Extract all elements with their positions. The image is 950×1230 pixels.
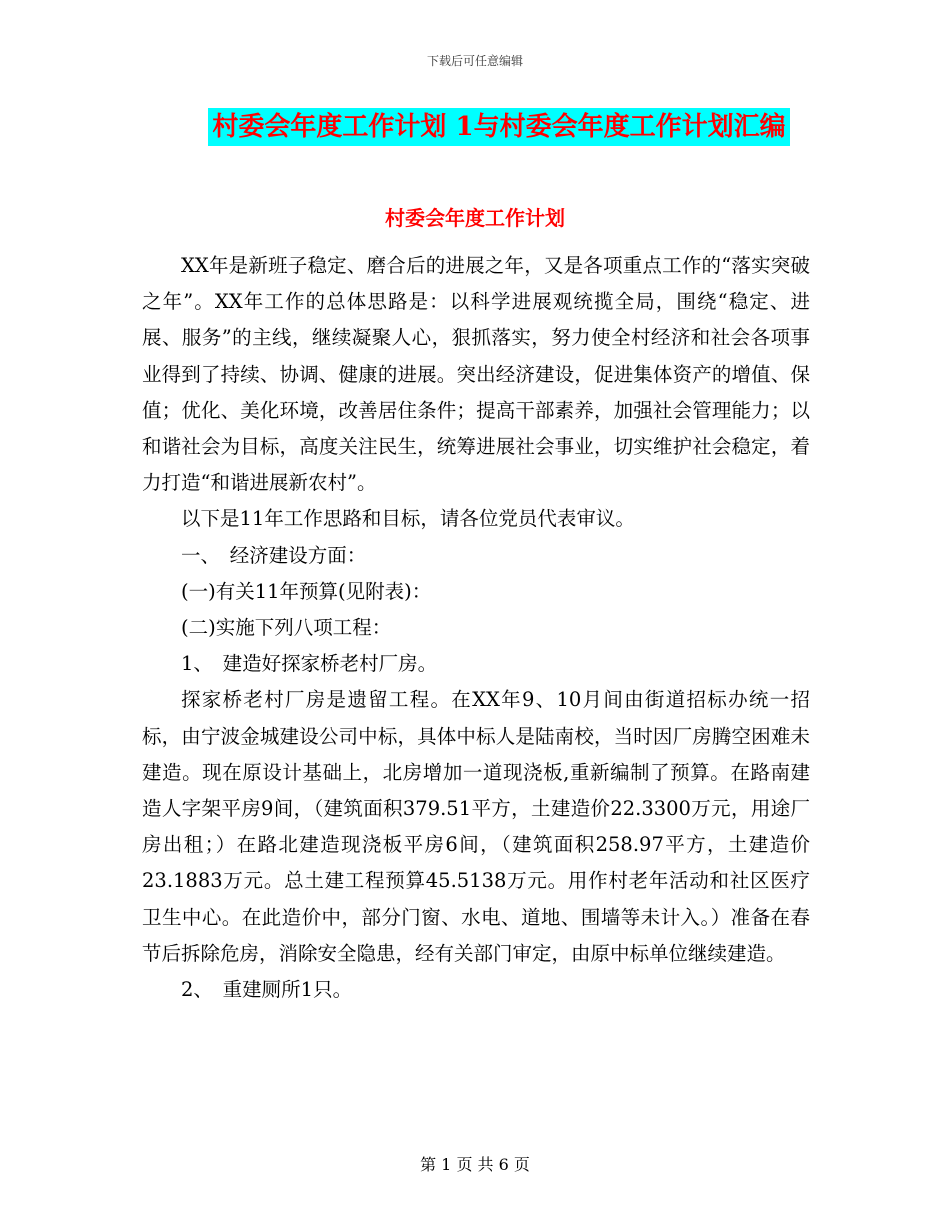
paragraph-factory: 探家桥老村厂房是遗留工程。在XX年9、10月间由街道招标办统一招标，由宁波金城建设公司中标，具体中标人是陆南校，当时因厂房腾空困难未建造。现在原设计基础上，北房增加一道现浇板,重新编制了预算。在路南建造人字架平房9间，（建筑面积379.51平方，土建造价22.3300万元，用途厂房出租；）在路北建造现浇板平房6间，（建筑面积258.97平方，土建造价23.1883万元。总土建工程预算45.5138万元。用作村老年活动和社区医疗卫生中心。在此造价中，部分门窗、水电、道地、围墙等未计入。）准备在春节后拆除危房，消除安全隐患，经有关部门审定，由原中标单位继续建造。 (142, 688, 810, 965)
main-title: 村委会年度工作计划 1与村委会年度工作计划汇编 (208, 108, 789, 146)
paragraph-review: 以下是11年工作思路和目标，请各位党员代表审议。 (181, 507, 635, 531)
section-title: 村委会年度工作计划 (385, 206, 565, 230)
paragraph-intro: XX年是新班子稳定、磨合后的进展之年，又是各项重点工作的“落实突破之年”。XX年工作的总体思路是：以科学进展观统揽全局，围绕“稳定、进展、服务”的主线，继续凝聚人心，狠抓落实，努力使全村经济和社会各项事业得到了持续、协调、健康的进展。突出经济建设，促进集体资产的增值、保值；优化、美化环境，改善居住条件；提高干部素养，加强社会管理能力；以和谐社会为目标，高度关注民生，统筹进展社会事业，切实维护社会稳定，着力打造“和谐进展新农村”。 (142, 254, 810, 495)
header-note: 下载后可任意编辑 (426, 54, 523, 68)
main-title-container (0, 108, 950, 146)
heading-budget: (一)有关11年预算(见附表)： (181, 579, 432, 603)
item-1-heading: 1、 建造好探家桥老村厂房。 (181, 652, 438, 676)
heading-projects: (二)实施下列八项工程： (181, 616, 392, 640)
item-2-heading: 2、 重建厕所1只。 (181, 978, 353, 1002)
page-footer: 第 1 页 共 6 页 (420, 1155, 530, 1174)
body-content (142, 248, 810, 1008)
heading-economic: 一、 经济建设方面： (181, 543, 367, 567)
